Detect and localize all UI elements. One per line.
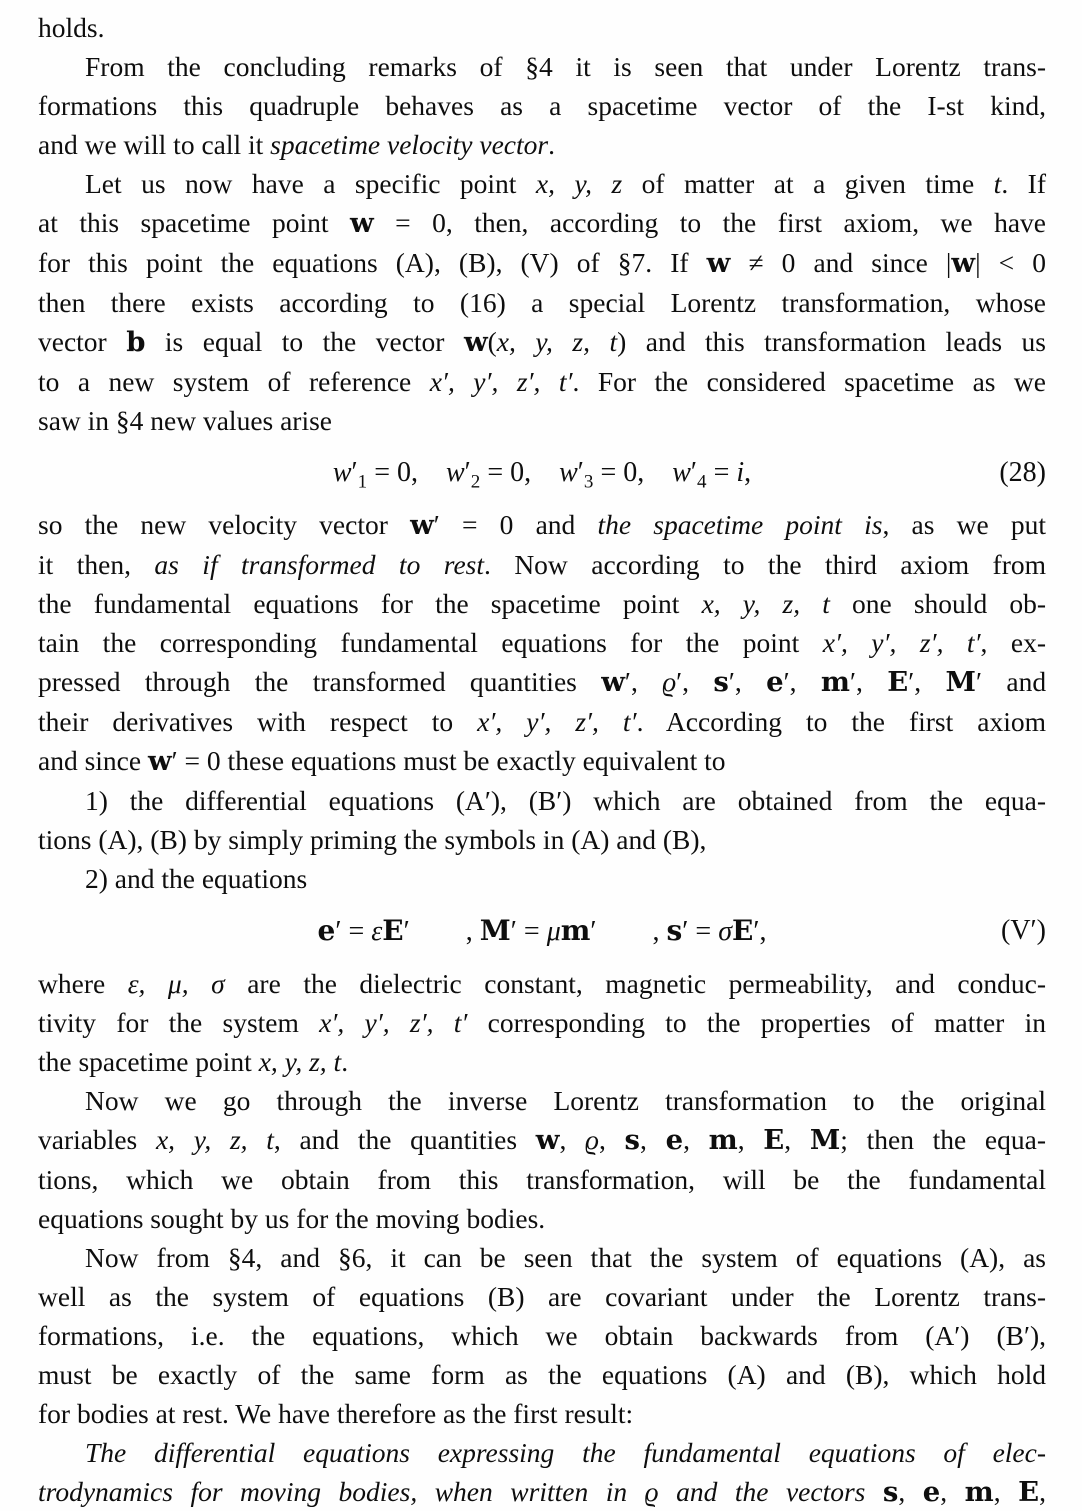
text-line: must be exactly of the same form as the equations (A) and (B), which hold [38,1359,1046,1390]
text-line: for this point the equations (A), (B), (V) of §7. If w ≠ 0 and since |w| < 0 [38,247,1047,279]
result-statement-line: The differential equations expressing the fundamental equations of elec- [85,1437,1046,1468]
text-line: tions, which we obtain from this transformation, will be the fundamental [38,1164,1046,1195]
text-line: well as the system of equations (B) are covariant under the Lorentz trans- [38,1281,1046,1312]
text-line: at this spacetime point w = 0, then, according to the first axiom, we have [38,207,1046,239]
text-line: From the concluding remarks of §4 it is seen that under Lorentz trans- [85,51,1046,82]
text-line: it then, as if transformed to rest. Now according to the third axiom from [38,549,1046,580]
text-line: where ε, μ, σ are the dielectric constant, magnetic permeability, and conduc- [38,968,1046,999]
text-line: the spacetime point x, y, z, t. [38,1046,349,1077]
text-line: then there exists according to (16) a special Lorentz transformation, whose [38,287,1046,318]
text-line: holds. [38,12,105,43]
text-line: Now from §4, and §6, it can be seen that the system of equations (A), as [85,1242,1046,1273]
result-statement-line: trodynamics for moving bodies, when written in ϱ and the vectors s, e, m, E, [38,1476,1046,1508]
text-line: Let us now have a specific point x, y, z of matter at a given time t. If [85,168,1046,199]
text-line: pressed through the transformed quantities w′, ϱ′, s′, e′, m′, E′, M′ and [38,666,1047,698]
text-line: the fundamental equations for the spacetime point x, y, z, t one should ob- [38,588,1046,619]
text-line: equations sought by us for the moving bodies. [38,1203,546,1234]
text-line: to a new system of reference x′, y′, z′, t′. For the considered spacetime as we [38,366,1047,397]
equation-v-prime [38,911,1046,951]
text-line: and since w′ = 0 these equations must be exactly equivalent to [38,745,726,777]
text-line: variables x, y, z, t, and the quantities w, ϱ, s, e, m, E, M; then the equa- [38,1124,1046,1156]
text-line: and we will to call it spacetime velocity vector. [38,129,555,160]
text-line: saw in §4 new values arise [38,405,333,436]
text-line: tain the corresponding fundamental equations for the point x′, y′, z′, t′, ex- [38,627,1046,658]
text-line: vector b is equal to the vector w(x, y, z, t) and this transformation leads us [38,326,1046,358]
text-line: for bodies at rest. We have therefore as the first result: [38,1398,634,1429]
equation-body: e′ = εE′ , M′ = μm′ , s′ = σE′, [317,914,767,947]
list-item-line: 2) and the equations [85,863,308,894]
text-line: their derivatives with respect to x′, y′, z′, t′. According to the first axiom [38,706,1046,737]
text-line: so the new velocity vector w′ = 0 and the spacetime point is, as we put [38,509,1047,541]
text-line: formations this quadruple behaves as a spacetime vector of the I-st kind, [38,90,1046,121]
equation-number: (V′) [1001,915,1046,946]
text-line: formations, i.e. the equations, which we obtain backwards from (A′) (B′), [38,1320,1046,1351]
equation-body: $w'_1 = 0$, $w'_2 = 0$, $w'_3 = 0$, $w'_4 = i$, [332,457,752,493]
equation-number: (28) [999,457,1046,488]
list-item-line: 1) the differential equations (A′), (B′) which are obtained from the equa- [85,785,1046,816]
list-item-line: tions (A), (B) by simply priming the symbols in (A) and (B), [38,824,707,855]
text-line: Now we go through the inverse Lorentz transformation to the original [85,1085,1046,1116]
text-line: tivity for the system x′, y′, z′, t′ corresponding to the properties of matter in [38,1007,1046,1038]
equation-28 [38,453,1046,492]
